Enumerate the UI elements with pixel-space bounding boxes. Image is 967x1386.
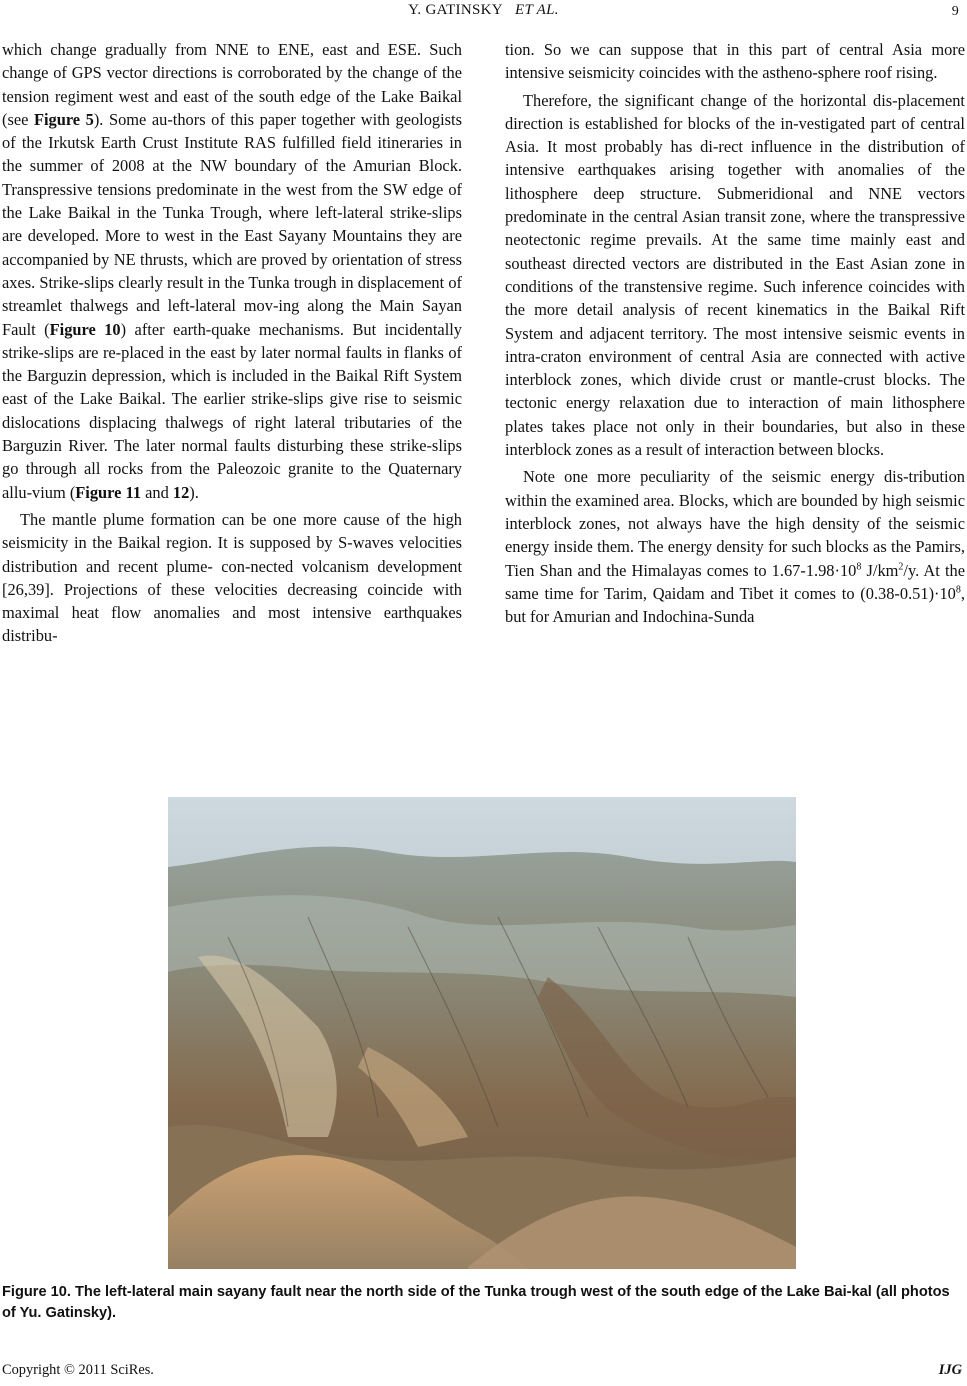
figure-photo — [168, 797, 796, 1269]
paragraph: Therefore, the significant change of the horizontal dis-placement direction is established for blocks of the in-vestigated part of central Asia. It most probably has di-rect influence in the distribution of intensive earthquakes arising together with anomalies of the lithosphere deep structure. Submeridional and NNE vectors predominate in the central Asian transit zone, where the transpressive neotectonic regime prevails. At the same time mainly east and southeast directed vectors are distributed in the East Asian zone in conditions of the transtensive regime. Such inference coincides with the more detail analysis of recent kinematics in the Baikal Rift System and adjacent territory. The most intensive seismic events in intra-craton environment of central Asia are connected with active interblock zones, which divide crust or mantle-crust blocks. The tectonic energy relaxation due to interaction of main lithosphere plates takes place not only in their boundaries, but also in these interblock zones as a result of interaction between blocks. — [505, 90, 965, 460]
figure-reference[interactable]: Figure 11 — [75, 482, 142, 502]
figure-reference[interactable]: Figure 5 — [33, 109, 94, 129]
figure-reference[interactable]: 12 — [172, 482, 190, 502]
running-head-etal: ET AL. — [515, 2, 559, 18]
figure-reference[interactable]: Figure 10 — [49, 319, 121, 339]
left-column — [2, 38, 462, 648]
right-column — [505, 38, 965, 628]
mountain-slope-photo — [168, 797, 796, 1269]
copyright-notice: Copyright © 2011 SciRes. — [2, 1362, 154, 1378]
running-head-authors: Y. GATINSKY ET AL. — [408, 2, 559, 18]
page-footer — [2, 1362, 962, 1382]
journal-abbreviation: IJG — [938, 1362, 962, 1378]
paragraph: tion. So we can suppose that in this part of central Asia more intensive seismicity coincides with the astheno-sphere roof rising. — [505, 40, 965, 83]
page-header — [0, 2, 967, 24]
paragraph: which change gradually from NNE to ENE, east and ESE. Such change of GPS vector directions is corroborated by the change of the tension regiment west and east of the south edge of the Lake Baikal (see Figure 5). Some au-thors of this paper together with geologists of the Irkutsk Earth Crust Institute RAS fulfilled field itineraries in the summer of 2008 at the NW boundary of the Amurian Block. Transpressive tensions predominate in the west from the SW edge of the Lake Baikal in the Tunka Trough, where left-lateral strike-slips are developed. More to west in the East Sayany Mountains they are accompanied by NE thrusts, which are proved by orientation of stress axes. Strike-slips clearly result in the Tunka trough in displacement of streamlet thalwegs and left-lateral mov-ing along the Main Sayan Fault (Figure 10) after earth-quake mechanisms. But incidentally strike-slips are re-placed in the east by later normal faults in flanks of the Barguzin depression, which is included in the Baikal Rift System east of the Lake Baikal. The earlier strike-slips give rise to seismic dislocations displacing thalwegs of right lateral tributaries of the Barguzin River. The later normal faults disturbing these strike-slips go through all rocks from the Paleozoic granite to the Quaternary allu-vium (Figure 11 and 12). — [2, 40, 462, 502]
figure-caption: Figure 10. The left-lateral main sayany fault near the north side of the Tunka trough west of the south edge of the Lake Bai-kal (all photos of Yu. Gatinsky). — [2, 1284, 950, 1321]
paragraph: Note one more peculiarity of the seismic energy dis-tribution within the examined area. Blocks, which are bounded by high seismic interblock zones, not always have the high density of the seismic energy inside them. The energy density for such blocks as the Pamirs, Tien Shan and the Himalayas comes to $1.67-1.98\cdot 10^8$ $J/km^2/y$. At the same time for Tarim, Qaidam and Tibet it comes to $(0.38-0.51)\cdot 10^8$, but for Amurian and Indochina-Sunda — [505, 467, 965, 627]
paragraph: The mantle plume formation can be one more cause of the high seismicity in the Baikal region. It is supposed by S-waves velocities distribution and recent plume- con-nected volcanism development [26,39]. Projections of these velocities decreasing coincide with maximal heat flow anomalies and most intensive earthquakes distribu- — [2, 509, 462, 646]
page-number: 9 — [951, 4, 959, 19]
